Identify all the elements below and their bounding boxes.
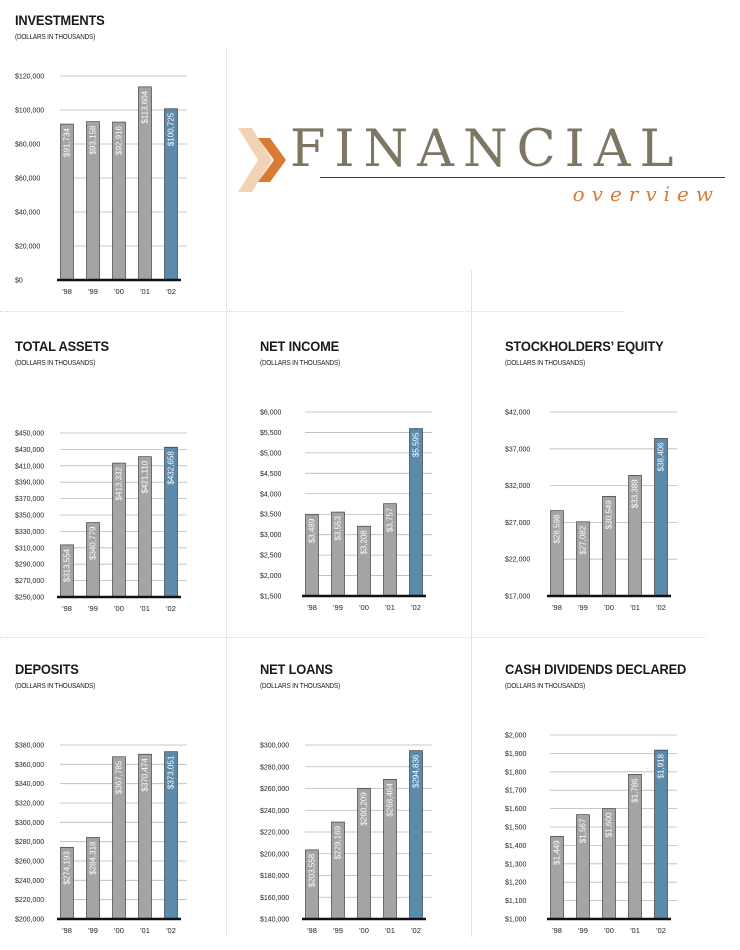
y-tick-label: $300,000	[15, 819, 45, 827]
headline-word: FINANCIAL	[290, 120, 683, 179]
y-tick-label: $0	[15, 277, 23, 285]
chart-subtitle: (DOLLARS IN THOUSANDS)	[505, 681, 586, 690]
x-tick-label: '98	[62, 604, 72, 613]
y-tick-label: $320,000	[15, 800, 45, 808]
y-tick-label: $40,000	[15, 209, 41, 217]
divider-vertical-bottom-right	[471, 637, 472, 937]
x-tick-label: '00	[604, 603, 614, 612]
y-tick-label: $200,000	[260, 851, 290, 859]
y-tick-label: $1,900	[505, 750, 527, 758]
chart-stockholders-equity	[505, 408, 705, 618]
chart-panel-net-income	[260, 338, 460, 628]
y-tick-label: $350,000	[15, 512, 45, 520]
chevron-arrows-icon	[238, 126, 294, 198]
x-tick-label: '00	[359, 603, 369, 612]
bar-value-label: $1,449	[552, 840, 562, 865]
y-tick-label: $80,000	[15, 141, 41, 149]
x-tick-label: '02	[166, 287, 176, 296]
y-tick-label: $4,000	[260, 491, 282, 499]
y-tick-label: $330,000	[15, 528, 45, 536]
divider-vertical-mid-right	[471, 270, 472, 640]
bar-value-label: $340,779	[88, 526, 98, 560]
x-tick-label: '02	[411, 603, 421, 612]
chart-total-assets	[15, 429, 215, 619]
chart-panel-stockholders-equity	[505, 338, 705, 628]
x-tick-label: '02	[656, 926, 666, 935]
y-tick-label: $1,700	[505, 787, 527, 795]
bar-value-label: $1,918	[656, 754, 666, 779]
chart-subtitle: (DOLLARS IN THOUSANDS)	[15, 358, 96, 367]
y-tick-label: $240,000	[15, 877, 45, 885]
y-tick-label: $250,000	[15, 594, 45, 602]
y-tick-label: $3,000	[260, 532, 282, 540]
y-tick-label: $430,000	[15, 446, 45, 454]
y-tick-label: $17,000	[505, 593, 531, 601]
y-tick-label: $140,000	[260, 916, 290, 924]
x-tick-label: '99	[578, 926, 588, 935]
y-tick-label: $280,000	[260, 764, 290, 772]
chart-investments	[15, 72, 215, 302]
chart-title: INVESTMENTS	[15, 12, 105, 28]
bar-value-label: $203,558	[307, 853, 317, 888]
bar-value-label: $1,786	[630, 778, 640, 803]
bar-value-label: $3,208	[359, 530, 369, 555]
y-tick-label: $310,000	[15, 545, 45, 553]
chart-panel-investments	[15, 12, 215, 302]
chart-title: NET LOANS	[260, 661, 333, 677]
y-tick-label: $300,000	[260, 742, 290, 750]
y-tick-label: $220,000	[15, 897, 45, 905]
headline-sub: overview	[572, 182, 720, 206]
x-tick-label: '98	[307, 926, 317, 935]
x-tick-label: '01	[140, 604, 150, 613]
x-tick-label: '99	[578, 603, 588, 612]
chart-subtitle: (DOLLARS IN THOUSANDS)	[15, 32, 96, 41]
y-tick-label: $100,000	[15, 107, 45, 115]
x-tick-label: '01	[140, 926, 150, 935]
chart-panel-deposits	[15, 661, 215, 946]
bar-value-label: $370,474	[140, 758, 150, 792]
chart-panel-total-assets	[15, 338, 215, 628]
y-tick-label: $2,500	[260, 552, 282, 560]
x-tick-label: '02	[656, 603, 666, 612]
headline-rule	[320, 177, 725, 178]
y-tick-label: $1,400	[505, 842, 527, 850]
bar-value-label: $27,082	[578, 525, 588, 555]
divider-horizontal-2	[0, 637, 706, 638]
bar-value-label: $1,600	[604, 812, 614, 838]
y-tick-label: $20,000	[15, 243, 41, 251]
y-tick-label: $1,600	[505, 806, 527, 814]
bar-value-label: $113,604	[140, 90, 150, 124]
x-tick-label: '98	[552, 926, 562, 935]
bar-value-label: $284,318	[88, 841, 98, 875]
chart-net-loans	[260, 741, 460, 941]
y-tick-label: $3,500	[260, 511, 282, 519]
x-tick-label: '98	[552, 603, 562, 612]
x-tick-label: '02	[166, 926, 176, 935]
divider-horizontal-1	[0, 311, 624, 312]
y-tick-label: $290,000	[15, 561, 45, 569]
y-tick-label: $450,000	[15, 430, 45, 438]
y-tick-label: $4,500	[260, 470, 282, 478]
y-tick-label: $260,000	[15, 858, 45, 866]
bar-value-label: $92,916	[114, 126, 124, 155]
bar-value-label: $432,658	[166, 451, 176, 485]
bar-value-label: $38,406	[656, 442, 666, 472]
y-tick-label: $2,000	[505, 732, 527, 740]
divider-vertical-bottom-left	[226, 637, 227, 937]
x-tick-label: '01	[140, 287, 150, 296]
y-tick-label: $27,000	[505, 519, 531, 527]
y-tick-label: $390,000	[15, 479, 45, 487]
x-tick-label: '00	[114, 926, 124, 935]
bar-value-label: $229,169	[333, 826, 343, 860]
bar-value-label: $33,389	[630, 479, 640, 509]
y-tick-label: $37,000	[505, 446, 531, 454]
y-tick-label: $340,000	[15, 781, 45, 789]
y-tick-label: $1,500	[505, 824, 527, 832]
x-tick-label: '99	[88, 926, 98, 935]
chart-subtitle: (DOLLARS IN THOUSANDS)	[505, 358, 586, 367]
y-tick-label: $60,000	[15, 175, 41, 183]
chart-title: NET INCOME	[260, 338, 340, 354]
x-tick-label: '00	[114, 604, 124, 613]
bar-value-label: $313,554	[62, 548, 72, 583]
chart-cash-dividends	[505, 731, 705, 941]
x-tick-label: '98	[307, 603, 317, 612]
bar-value-label: $268,464	[385, 783, 395, 817]
x-tick-label: '00	[359, 926, 369, 935]
y-tick-label: $370,000	[15, 496, 45, 504]
bar-value-label: $421,110	[140, 460, 150, 494]
bar-value-label: $3,489	[307, 518, 317, 544]
bar-value-label: $294,836	[411, 754, 421, 788]
y-tick-label: $1,100	[505, 898, 527, 906]
y-tick-label: $2,000	[260, 573, 282, 581]
y-tick-label: $280,000	[15, 839, 45, 847]
x-tick-label: '02	[411, 926, 421, 935]
bar-value-label: $274,193	[62, 851, 72, 885]
chart-panel-cash-dividends	[505, 661, 705, 946]
chart-title: TOTAL ASSETS	[15, 338, 109, 354]
y-tick-label: $1,200	[505, 879, 527, 887]
bar-value-label: $91,734	[62, 128, 72, 157]
y-tick-label: $270,000	[15, 578, 45, 586]
y-tick-label: $120,000	[15, 73, 45, 81]
y-tick-label: $5,500	[260, 429, 282, 437]
bar-value-label: $3,553	[333, 516, 343, 541]
y-tick-label: $410,000	[15, 463, 45, 471]
y-tick-label: $6,000	[260, 409, 282, 417]
y-tick-label: $180,000	[260, 873, 290, 880]
x-tick-label: '01	[630, 926, 640, 935]
bar-value-label: $28,598	[552, 514, 562, 544]
y-tick-label: $1,500	[260, 593, 282, 601]
bar-value-label: $3,757	[385, 507, 395, 533]
y-tick-label: $200,000	[15, 916, 45, 924]
y-tick-label: $360,000	[15, 761, 45, 769]
chart-subtitle: (DOLLARS IN THOUSANDS)	[15, 681, 96, 690]
y-tick-label: $42,000	[505, 409, 531, 417]
chart-title: STOCKHOLDERS’ EQUITY	[505, 338, 664, 354]
x-tick-label: '99	[333, 926, 343, 935]
bar-value-label: $30,549	[604, 500, 614, 530]
bar-value-label: $413,332	[114, 467, 124, 501]
chart-deposits	[15, 741, 215, 941]
x-tick-label: '98	[62, 926, 72, 935]
x-tick-label: '99	[88, 604, 98, 613]
y-tick-label: $1,000	[505, 916, 527, 924]
x-tick-label: '01	[630, 603, 640, 612]
divider-vertical-mid-left	[226, 311, 227, 637]
chart-title: CASH DIVIDENDS DECLARED	[505, 661, 687, 677]
y-tick-label: $380,000	[15, 742, 45, 750]
x-tick-label: '02	[166, 604, 176, 613]
divider-vertical-top	[226, 48, 227, 310]
bar-value-label: $93,158	[88, 125, 98, 155]
chart-net-income	[260, 408, 460, 618]
chart-panel-net-loans	[260, 661, 460, 946]
y-tick-label: $1,300	[505, 861, 527, 869]
y-tick-label: $5,000	[260, 450, 282, 458]
bar-value-label: $367,785	[114, 760, 124, 795]
x-tick-label: '00	[604, 926, 614, 935]
bar-value-label: $5,595	[411, 432, 421, 458]
bar-value-label: $260,209	[359, 792, 369, 826]
bar-value-label: $1,567	[578, 818, 588, 844]
y-tick-label: $160,000	[260, 894, 290, 902]
bar-value-label: $373,051	[166, 755, 176, 790]
y-tick-label: $22,000	[505, 556, 531, 564]
x-tick-label: '00	[114, 287, 124, 296]
chart-subtitle: (DOLLARS IN THOUSANDS)	[260, 681, 341, 690]
x-tick-label: '01	[385, 926, 395, 935]
x-tick-label: '01	[385, 603, 395, 612]
x-tick-label: '98	[62, 287, 72, 296]
y-tick-label: $1,800	[505, 769, 527, 777]
y-tick-label: $220,000	[260, 829, 290, 837]
y-tick-label: $260,000	[260, 786, 290, 793]
x-tick-label: '99	[333, 603, 343, 612]
bar-value-label: $100,725	[166, 112, 176, 147]
chart-title: DEPOSITS	[15, 661, 79, 677]
chart-subtitle: (DOLLARS IN THOUSANDS)	[260, 358, 341, 367]
x-tick-label: '99	[88, 287, 98, 296]
y-tick-label: $240,000	[260, 807, 290, 815]
y-tick-label: $32,000	[505, 483, 531, 491]
financial-overview-logo	[238, 118, 728, 218]
